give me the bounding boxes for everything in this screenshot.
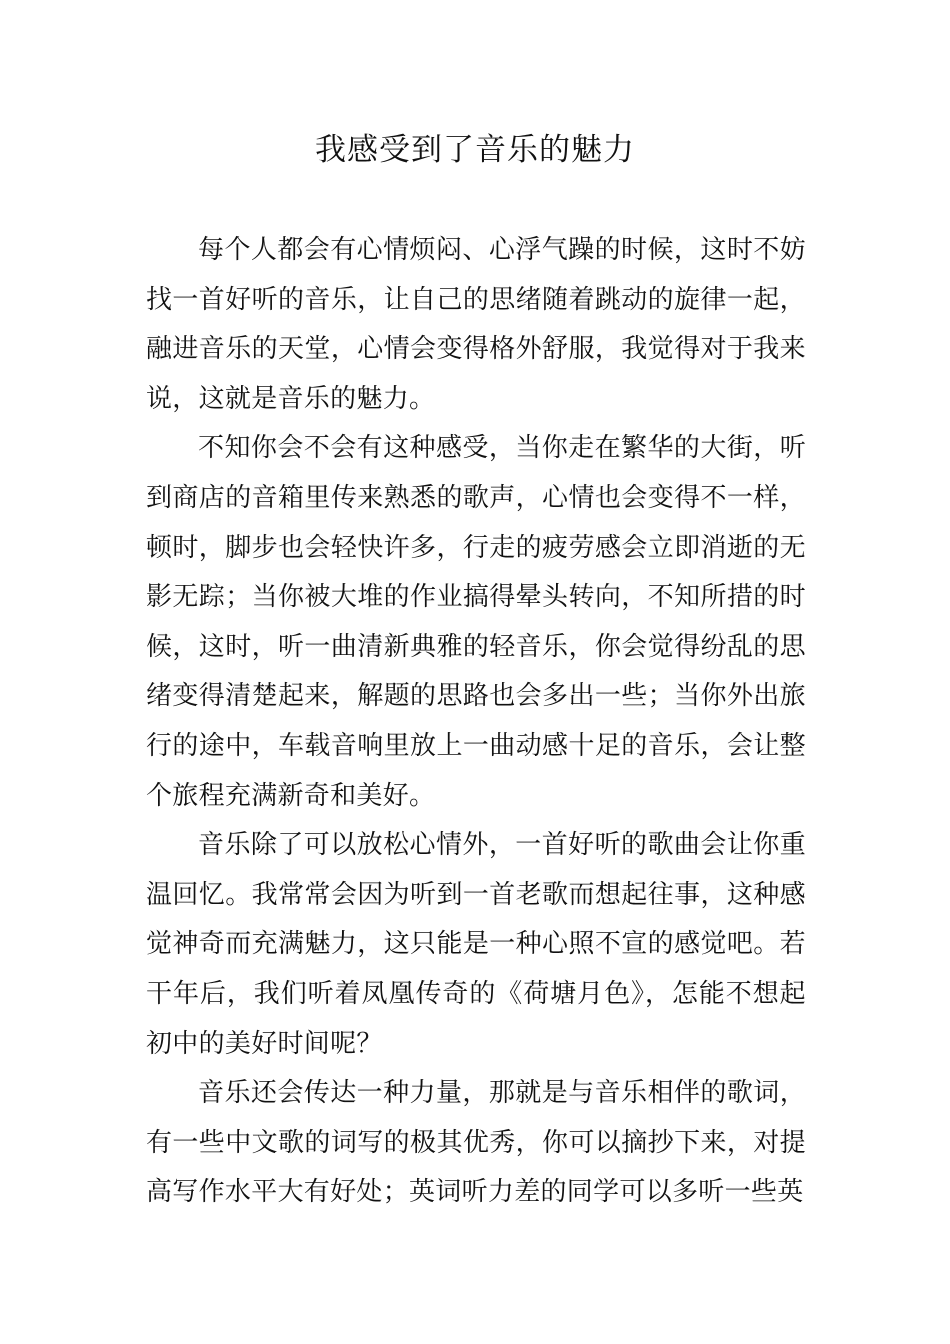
paragraph: 音乐除了可以放松心情外，一首好听的歌曲会让你重温回忆。我常常会因为听到一首老歌而想起往事，这种感觉神奇而充满魅力，这只能是一种心照不宣的感觉吧。若干年后，我们听着凤凰传奇的《荷塘月色》，怎能不想起初中的美好时间呢？ [146,830,806,1059]
paragraph: 不知你会不会有这种感受，当你走在繁华的大街，听到商店的音箱里传来熟悉的歌声，心情也会变得不一样，顿时，脚步也会轻快许多，行走的疲劳感会立即消逝的无影无踪；当你被大堆的作业搞得晕头转向，不知所措的时候，这时，听一曲清新典雅的轻音乐，你会觉得纷乱的思绪变得清楚起来，解题的思路也会多出一些；当你外出旅行的途中，车载音响里放上一曲动感十足的音乐，会让整个旅程充满新奇和美好。 [146,433,806,811]
article-body [146,226,806,1218]
paragraph: 每个人都会有心情烦闷、心浮气躁的时候，这时不妨找一首好听的音乐，让自己的思绪随着跳动的旋律一起，融进音乐的天堂，心情会变得格外舒服，我觉得对于我来说，这就是音乐的魅力。 [146,235,806,414]
paragraph: 音乐还会传达一种力量，那就是与音乐相伴的歌词，有一些中文歌的词写的极其优秀，你可以摘抄下来，对提高写作水平大有好处；英词听力差的同学可以多听一些英 [146,1078,806,1208]
page-title: 我感受到了音乐的魅力 [315,132,635,168]
